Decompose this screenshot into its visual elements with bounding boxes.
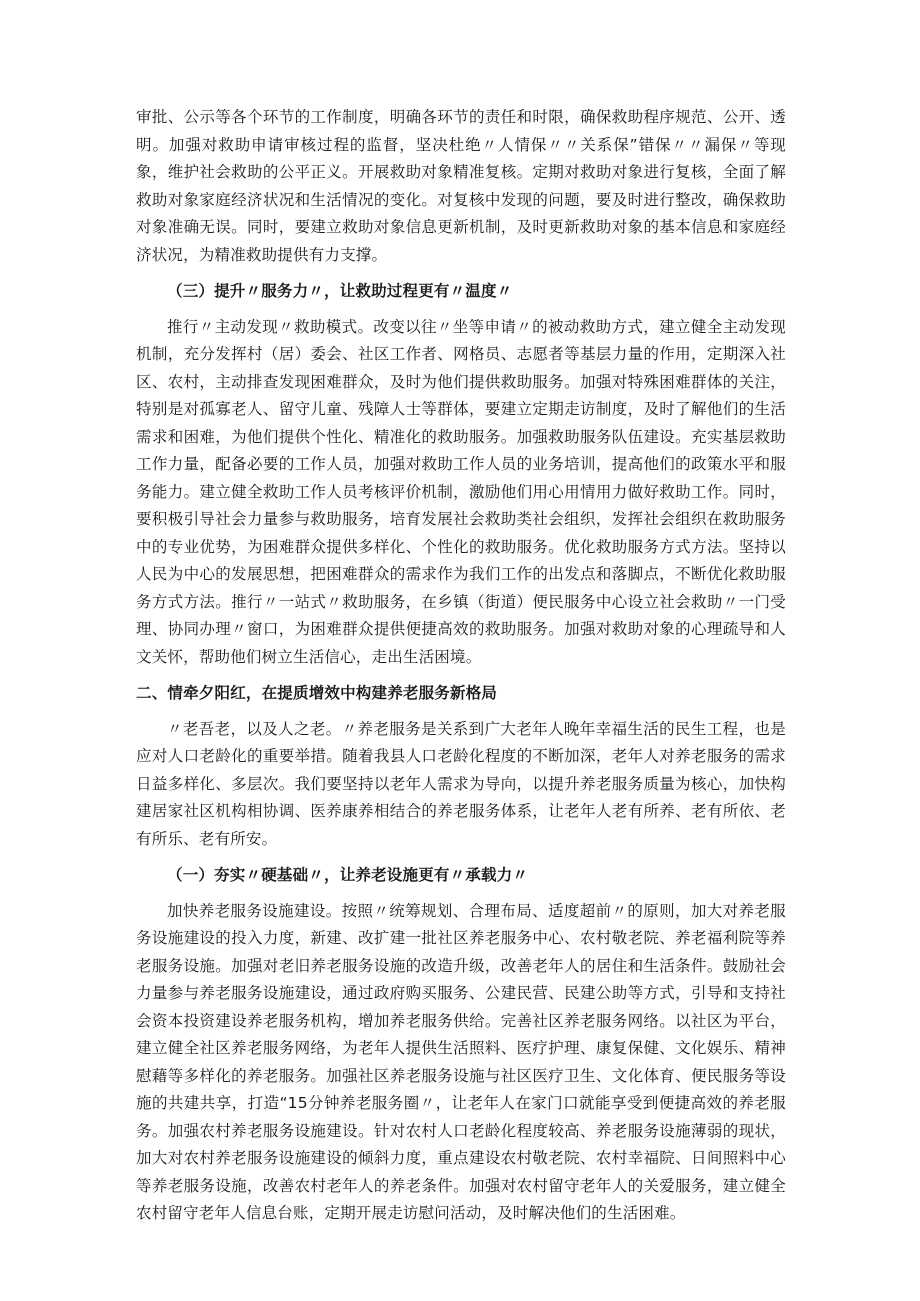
chapter-heading-elderly-care: 二、情牵夕阳红，在提质增效中构建养老服务新格局 xyxy=(136,684,498,702)
section-heading-improve-service: （三）提升〃服务力〃，让救助过程更有〃温度〃 xyxy=(167,282,513,300)
paragraph-active-discovery: 推行〃主动发现〃救助模式。改变以往〃坐等申请〃的被动救助方式，建立健全主动发现机制，充分发挥村（居）委会、社区工作者、网格员、志愿者等基层力量的作用，定期深入社区、农村，主动排查发现困难群众，及时为他们提供救助服务。加强对特殊困难群体的关注，特别是对孤寡老人、留守儿童、残障人士等群体，要建立定期走访制度，及时了解他们的生活需求和困难，为他们提供个性化、精准化的救助服务。加强救助服务队伍建设。充实基层救助工作力量，配备必要的工作人员，加强对救助工作人员的业务培训，提高他们的政策水平和服务能力。建立健全救助工作人员考核评价机制，激励他们用心用情用力做好救助工作。同时，要积极引导社会力量参与救助服务，培育发展社会救助类社会组织，发挥社会组织在救助服务中的专业优势，为困难群众提供多样化、个性化的救助服务。优化救助服务方式方法。坚持以人民为中心的发展思想，把困难群众的需求作为我们工作的出发点和落脚点，不断优化救助服务方式方法。推行〃一站式〃救助服务，在乡镇（街道）便民服务中心设立社会救助〃一门受理、协同办理〃窗口，为困难群众提供便捷高效的救助服务。加强对救助对象的心理疏导和人文关怀，帮助他们树立生活信心，走出生活困境。 xyxy=(136,317,786,666)
document-body xyxy=(136,104,786,1228)
paragraph-facility-construction: 加快养老服务设施建设。按照〃统筹规划、合理布局、适度超前〃的原则，加大对养老服务设施建设的投入力度，新建、改扩建一批社区养老服务中心、农村敬老院、养老福利院等养老服务设施。加强对老旧养老服务设施的改造升级，改善老年人的居住和生活条件。鼓励社会力量参与养老服务设施建设，通过政府购买服务、公建民营、民建公助等方式，引导和支持社会资本投资建设养老服务机构，增加养老服务供给。完善社区养老服务网络。以社区为平台，建立健全社区养老服务网络，为老年人提供生活照料、医疗护理、康复保健、文化娱乐、精神慰藉等多样化的养老服务。加强社区养老服务设施与社区医疗卫生、文化体育、便民服务等设施的共建共享，打造“15分钟养老服务圈〃，让老年人在家门口就能享受到便捷高效的养老服务。加强农村养老服务设施建设。针对农村人口老龄化程度较高、养老服务设施薄弱的现状，加大对农村养老服务设施建设的倾斜力度，重点建设农村敬老院、农村幸福院、日间照料中心等养老服务设施，改善农村老年人的养老条件。加强对农村留守老年人的关爱服务，建立健全农村留守老年人信息台账，定期开展走访慰问活动，及时解决他们的生活困难。 xyxy=(136,901,786,1222)
paragraph-elderly-intro: 〃老吾老，以及人之老。〃养老服务是关系到广大老年人晚年幸福生活的民生工程，也是应对人口老龄化的重要举措。随着我县人口老龄化程度的不断加深，老年人对养老服务的需求日益多样化、多层次。我们要坚持以老年人需求为导向，以提升养老服务质量为核心，加快构建居家社区机构相协调、医养康养相结合的养老服务体系，让老年人老有所养、老有所依、老有所乐、老有所安。 xyxy=(136,719,786,848)
paragraph-approval-procedures: 审批、公示等各个环节的工作制度，明确各环节的责任和时限，确保救助程序规范、公开、透明。加强对救助申请审核过程的监督，坚决杜绝〃人情保〃〃关系保”错保〃〃漏保〃等现象，维护社会救助的公平正义。开展救助对象精准复核。定期对救助对象进行复核，全面了解救助对象家庭经济状况和生活情况的变化。对复核中发现的问题，要及时进行整改，确保救助对象准确无误。同时，要建立救助对象信息更新机制，及时更新救助对象的基本信息和家庭经济状况，为精准救助提供有力支撑。 xyxy=(136,108,786,264)
section-heading-hard-foundation: （一）夯实〃硬基础〃，让养老设施更有〃承载力〃 xyxy=(167,866,529,884)
